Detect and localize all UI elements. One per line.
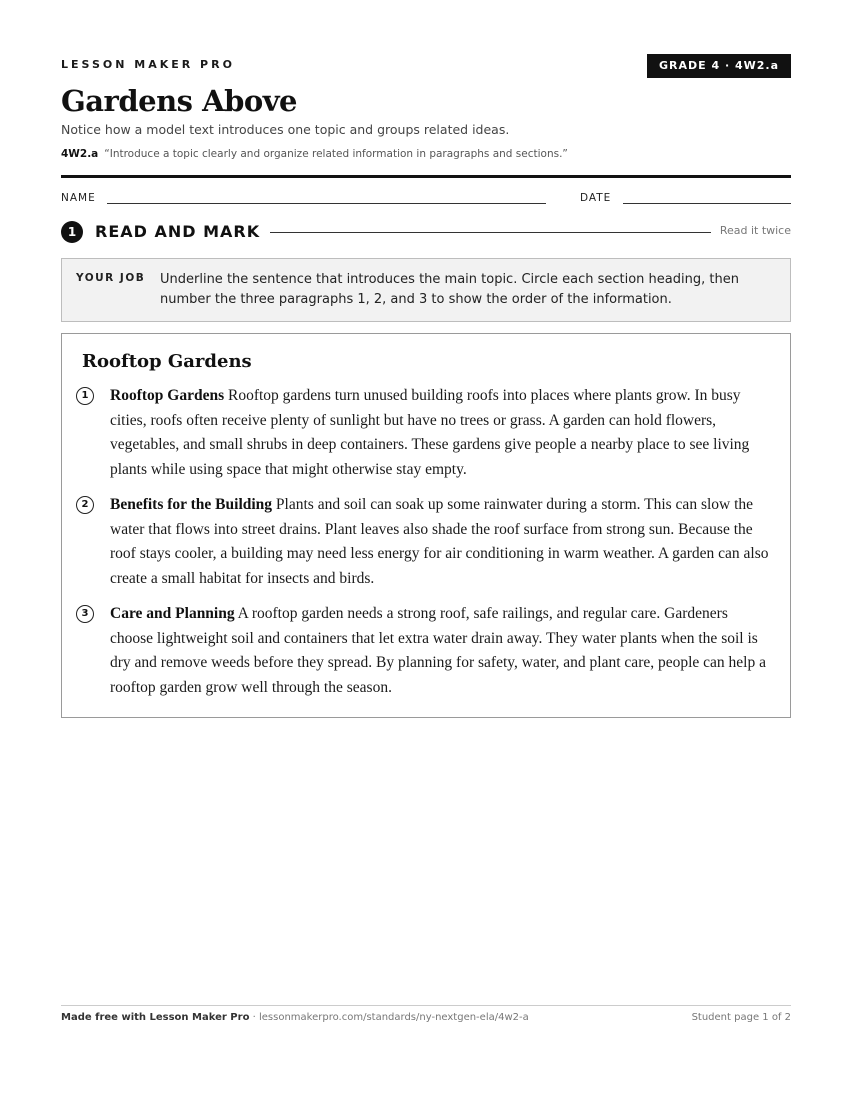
footer-page-number: Student page 1 of 2 xyxy=(691,1012,791,1023)
grade-badge: GRADE 4 · 4W2.a xyxy=(647,54,791,78)
section-header xyxy=(61,220,791,244)
reading-passage xyxy=(61,333,791,718)
standard-code: 4W2.a xyxy=(61,148,99,160)
paragraph-text xyxy=(110,384,772,482)
footer-credit xyxy=(61,1012,529,1023)
paragraph-text xyxy=(110,602,772,700)
paragraph-number-marker: 1 xyxy=(76,387,94,405)
name-date-row xyxy=(61,191,791,209)
footer-separator: · xyxy=(249,1012,259,1023)
page-title: Gardens Above xyxy=(61,84,297,118)
paragraph-number-marker: 2 xyxy=(76,496,94,514)
header-top-row xyxy=(61,54,791,80)
footer-url-link[interactable]: lessonmakerpro.com/standards/ny-nextgen-ela/4w2-a xyxy=(258,1012,529,1023)
standard-line xyxy=(61,148,568,160)
passage-title: Rooftop Gardens xyxy=(82,351,252,372)
header-divider xyxy=(61,175,791,178)
footer xyxy=(61,1012,791,1026)
name-field[interactable] xyxy=(107,203,546,204)
worksheet-page xyxy=(61,0,791,1100)
instructions-label: YOUR JOB xyxy=(76,272,146,284)
paragraph-body: Plants and soil can soak up some rainwater during a storm. This can slow the water that flows into street drains. Plant leaves also shade the roof surface from strong sun. Because the roof stays cooler, a building may need less energy for air conditioning in warm weather. A garden can also create a small habitat for insects and birds. xyxy=(110,496,769,587)
instructions-box xyxy=(61,258,791,322)
page-subtitle: Notice how a model text introduces one topic and groups related ideas. xyxy=(61,122,510,137)
brand-name: LESSON MAKER PRO xyxy=(61,58,235,71)
section-title: READ AND MARK xyxy=(95,222,261,241)
section-number-badge: 1 xyxy=(61,221,83,243)
paragraph-heading: Care and Planning xyxy=(110,605,235,622)
paragraph-heading: Benefits for the Building xyxy=(110,496,273,513)
standard-text: “Introduce a topic clearly and organize related information in paragraphs and sections.” xyxy=(104,148,568,160)
paragraph-body: A rooftop garden needs a strong roof, safe railings, and regular care. Gardeners choose lightweight soil and containers that let extra water drain away. They water plants when the soil is dry and remove weeds before they spread. By planning for safety, water, and plant care, people can help a rooftop garden grow well through the season. xyxy=(110,605,766,696)
paragraph-heading: Rooftop Gardens xyxy=(110,387,225,404)
footer-made-with: Made free with Lesson Maker Pro xyxy=(61,1012,250,1023)
name-label: NAME xyxy=(61,192,96,204)
instructions-text: Underline the sentence that introduces the main topic. Circle each section heading, then number the three paragraphs 1, 2, and 3 to show the order of the information. xyxy=(160,272,739,307)
section-note: Read it twice xyxy=(719,224,791,237)
section-rule xyxy=(270,232,711,233)
paragraph-number-marker: 3 xyxy=(76,605,94,623)
date-label: DATE xyxy=(580,192,612,204)
date-field[interactable] xyxy=(623,203,791,204)
paragraph-body: Rooftop gardens turn unused building roofs into places where plants grow. In busy cities, roofs often receive plenty of sunlight but have no trees or grass. A garden can hold flowers, vegetables, and small shrubs in deep containers. These gardens give people a nearby place to see living plants while using space that might otherwise stay empty. xyxy=(110,387,750,478)
footer-divider xyxy=(61,1005,791,1006)
paragraph-text xyxy=(110,493,772,591)
